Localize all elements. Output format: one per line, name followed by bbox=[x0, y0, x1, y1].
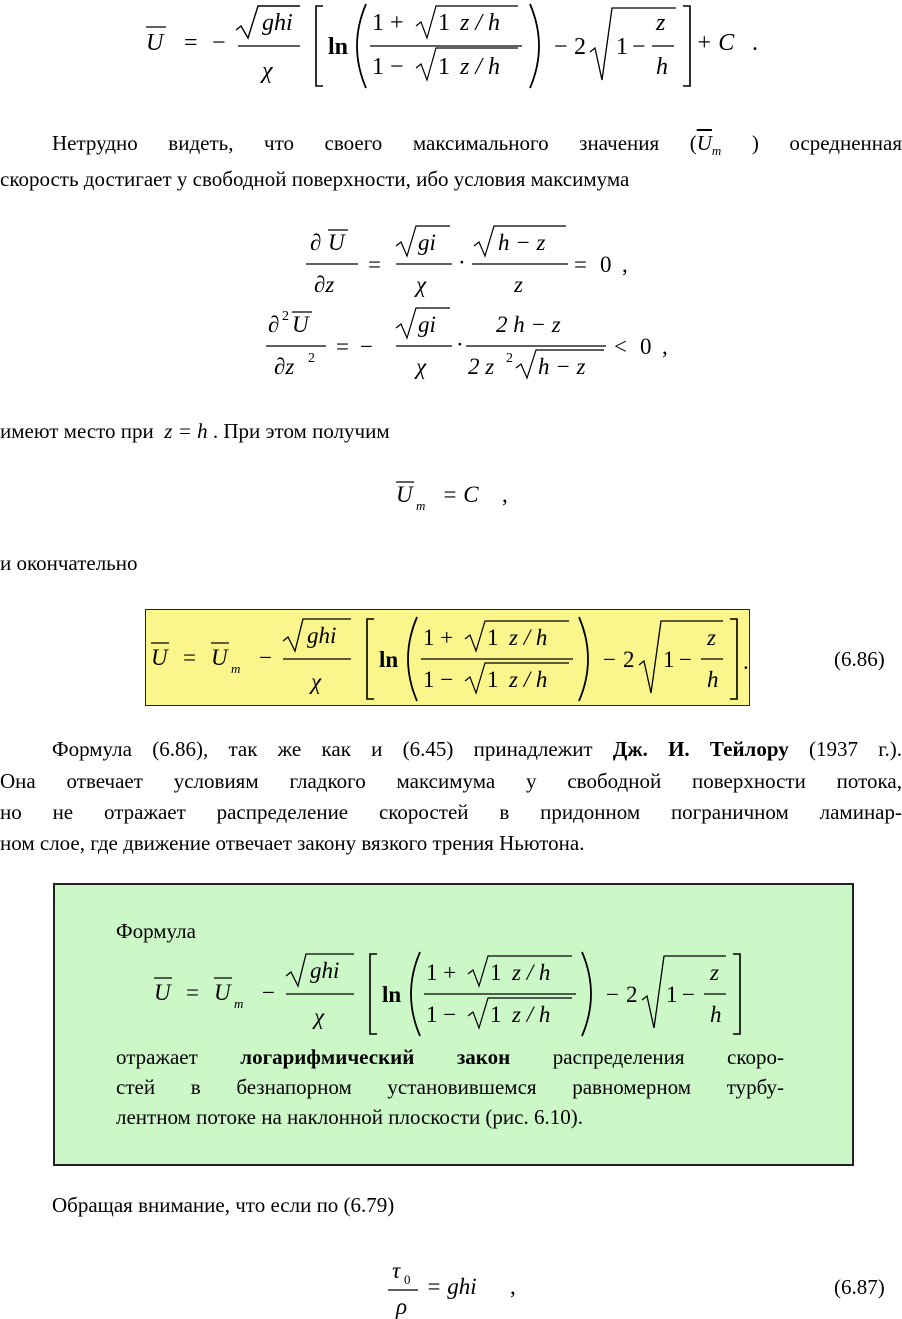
paragraph-1-line-1: Нетрудно видеть, что своего максимального значения ($\overline{U}_m$ ) осредненная bbox=[52, 131, 902, 159]
svg-text:−: − bbox=[360, 334, 373, 359]
svg-text:=: = bbox=[186, 980, 199, 1005]
svg-text:1: 1 bbox=[438, 10, 450, 36]
svg-text:χ: χ bbox=[262, 58, 273, 84]
svg-text:z: z bbox=[707, 625, 716, 650]
svg-text:1 +: 1 + bbox=[426, 960, 457, 985]
svg-text:1 −: 1 − bbox=[423, 667, 454, 692]
svg-text:.: . bbox=[752, 30, 758, 56]
svg-text:ρ: ρ bbox=[396, 1294, 408, 1319]
svg-text:1 −: 1 − bbox=[372, 54, 404, 80]
svg-text:z / h: z / h bbox=[460, 10, 501, 36]
svg-text:0: 0 bbox=[640, 334, 652, 359]
svg-text:ghi: ghi bbox=[310, 958, 340, 983]
eq-top-lhs: U bbox=[146, 30, 164, 56]
svg-text:∂z: ∂z bbox=[274, 354, 295, 379]
svg-text:gi: gi bbox=[418, 312, 436, 337]
svg-text:1 +: 1 + bbox=[372, 10, 404, 36]
paragraph-5: Обращая внимание, что если по (6.79) bbox=[52, 1193, 395, 1217]
svg-text:1: 1 bbox=[487, 667, 499, 692]
equation-tau bbox=[384, 1252, 544, 1319]
svg-text:χ: χ bbox=[416, 272, 427, 297]
svg-text:χ: χ bbox=[311, 669, 322, 694]
svg-text:+ C: + C bbox=[696, 30, 735, 56]
box-line-3: лентном потоке на наклонной плоскости (рис. 6.10). bbox=[116, 1105, 583, 1129]
svg-text:−: − bbox=[259, 645, 272, 670]
svg-text:ghi: ghi bbox=[307, 623, 337, 648]
equation-number-6-86: (6.86) bbox=[834, 647, 885, 671]
equation-main bbox=[145, 609, 765, 706]
svg-text:h − z: h − z bbox=[498, 230, 546, 255]
svg-text:z / h: z / h bbox=[512, 960, 551, 985]
svg-text:−: − bbox=[262, 980, 275, 1005]
svg-text:−: − bbox=[603, 647, 616, 672]
paragraph-1-line-2: скорость достигает у свободной поверхности, ибо условия максимума bbox=[0, 167, 630, 191]
svg-text:m: m bbox=[234, 996, 244, 1011]
svg-text:2 z: 2 z bbox=[468, 354, 495, 379]
svg-text:ln: ln bbox=[382, 982, 402, 1007]
svg-text:z: z bbox=[710, 960, 719, 985]
svg-text:z: z bbox=[514, 272, 523, 297]
svg-text:1: 1 bbox=[663, 647, 675, 672]
svg-text:1: 1 bbox=[438, 54, 450, 80]
svg-text:= ghi: = ghi bbox=[426, 1274, 477, 1299]
svg-text:0: 0 bbox=[600, 252, 612, 277]
svg-text:h: h bbox=[710, 1002, 722, 1027]
paragraph-2: имеют место при z = h . При этом получим bbox=[0, 419, 390, 443]
svg-text:U: U bbox=[328, 230, 345, 255]
equation-top bbox=[140, 0, 780, 95]
equation-box bbox=[148, 944, 768, 1041]
paragraph-4-line-2: Она отвечает условиям гладкого максимума у свободной поверхности потока, bbox=[0, 769, 902, 793]
svg-text:= C: = C bbox=[442, 482, 479, 507]
svg-text:=: = bbox=[336, 334, 349, 359]
svg-text:z / h: z / h bbox=[509, 625, 548, 650]
svg-text:·: · bbox=[456, 332, 464, 357]
svg-text:2: 2 bbox=[574, 34, 586, 60]
svg-text:=: = bbox=[184, 30, 198, 56]
svg-text:=: = bbox=[574, 252, 587, 277]
svg-text:gi: gi bbox=[418, 230, 436, 255]
svg-text:∂: ∂ bbox=[268, 312, 280, 337]
svg-text:χ: χ bbox=[314, 1004, 325, 1029]
svg-text:τ: τ bbox=[392, 1258, 401, 1283]
svg-text:−: − bbox=[682, 982, 695, 1007]
paragraph-4-line-1: Формула (6.86), так же как и (6.45) принадлежит Дж. И. Тейлору (1937 г.). bbox=[52, 737, 902, 761]
svg-text:1 −: 1 − bbox=[426, 1002, 457, 1027]
svg-text:,: , bbox=[662, 334, 668, 359]
svg-text:U: U bbox=[214, 980, 231, 1005]
svg-text:1: 1 bbox=[490, 1002, 502, 1027]
svg-text:U: U bbox=[151, 645, 168, 670]
svg-text:z / h: z / h bbox=[509, 667, 548, 692]
svg-text:χ: χ bbox=[416, 354, 427, 379]
paragraph-4-line-3: но не отражает распределение скоростей в придонном пограничном ламинар- bbox=[0, 800, 902, 824]
svg-text:U: U bbox=[396, 482, 413, 507]
svg-text:1: 1 bbox=[616, 34, 628, 60]
svg-text:,: , bbox=[502, 482, 508, 507]
box-line-1: отражает логарифмический закон распределения скоро- bbox=[116, 1045, 784, 1069]
svg-text:z: z bbox=[656, 10, 666, 36]
svg-text:1: 1 bbox=[487, 625, 499, 650]
svg-text:z / h: z / h bbox=[460, 54, 501, 80]
svg-text:2: 2 bbox=[308, 351, 315, 366]
svg-text:−: − bbox=[632, 34, 646, 60]
svg-text:m: m bbox=[231, 661, 241, 676]
equation-derivatives bbox=[260, 222, 680, 392]
svg-text:1: 1 bbox=[666, 982, 678, 1007]
svg-text:−: − bbox=[606, 982, 619, 1007]
svg-text:2: 2 bbox=[626, 982, 638, 1007]
svg-text:h: h bbox=[656, 54, 668, 80]
paragraph-4-line-4: ном слое, где движение отвечает закону вязкого трения Ньютона. bbox=[0, 831, 585, 855]
svg-text:.: . bbox=[743, 649, 749, 674]
svg-text:0: 0 bbox=[404, 1272, 411, 1287]
svg-text:=: = bbox=[368, 252, 381, 277]
svg-text:ln: ln bbox=[379, 647, 399, 672]
equation-number-6-87: (6.87) bbox=[834, 1275, 885, 1299]
svg-text:∂z: ∂z bbox=[314, 272, 335, 297]
svg-text:=: = bbox=[183, 645, 196, 670]
svg-text:2: 2 bbox=[282, 309, 289, 324]
box-intro: Формула bbox=[116, 919, 196, 943]
svg-text:<: < bbox=[614, 334, 627, 359]
svg-text:1 +: 1 + bbox=[423, 625, 454, 650]
svg-text:ln: ln bbox=[328, 34, 349, 60]
svg-text:·: · bbox=[458, 250, 466, 275]
svg-text:U: U bbox=[292, 312, 309, 337]
svg-text:z / h: z / h bbox=[512, 1002, 551, 1027]
svg-text:1: 1 bbox=[490, 960, 502, 985]
eq-top-minus: − bbox=[212, 30, 226, 56]
svg-text:−: − bbox=[679, 647, 692, 672]
svg-text:U: U bbox=[211, 645, 228, 670]
svg-text:,: , bbox=[510, 1274, 516, 1299]
paragraph-3: и окончательно bbox=[0, 551, 138, 575]
svg-text:,: , bbox=[622, 252, 628, 277]
svg-text:∂: ∂ bbox=[310, 230, 322, 255]
svg-text:ghi: ghi bbox=[262, 10, 293, 36]
svg-text:h: h bbox=[707, 667, 719, 692]
svg-text:2: 2 bbox=[506, 351, 513, 366]
svg-text:U: U bbox=[154, 980, 171, 1005]
equation-um-c bbox=[392, 474, 532, 518]
svg-text:m: m bbox=[416, 498, 426, 513]
svg-text:2: 2 bbox=[623, 647, 635, 672]
svg-text:h − z: h − z bbox=[538, 354, 586, 379]
svg-text:−: − bbox=[554, 34, 568, 60]
box-line-2: стей в безнапорном установившемся равномерном турбу- bbox=[116, 1075, 784, 1099]
svg-text:2 h − z: 2 h − z bbox=[496, 312, 561, 337]
